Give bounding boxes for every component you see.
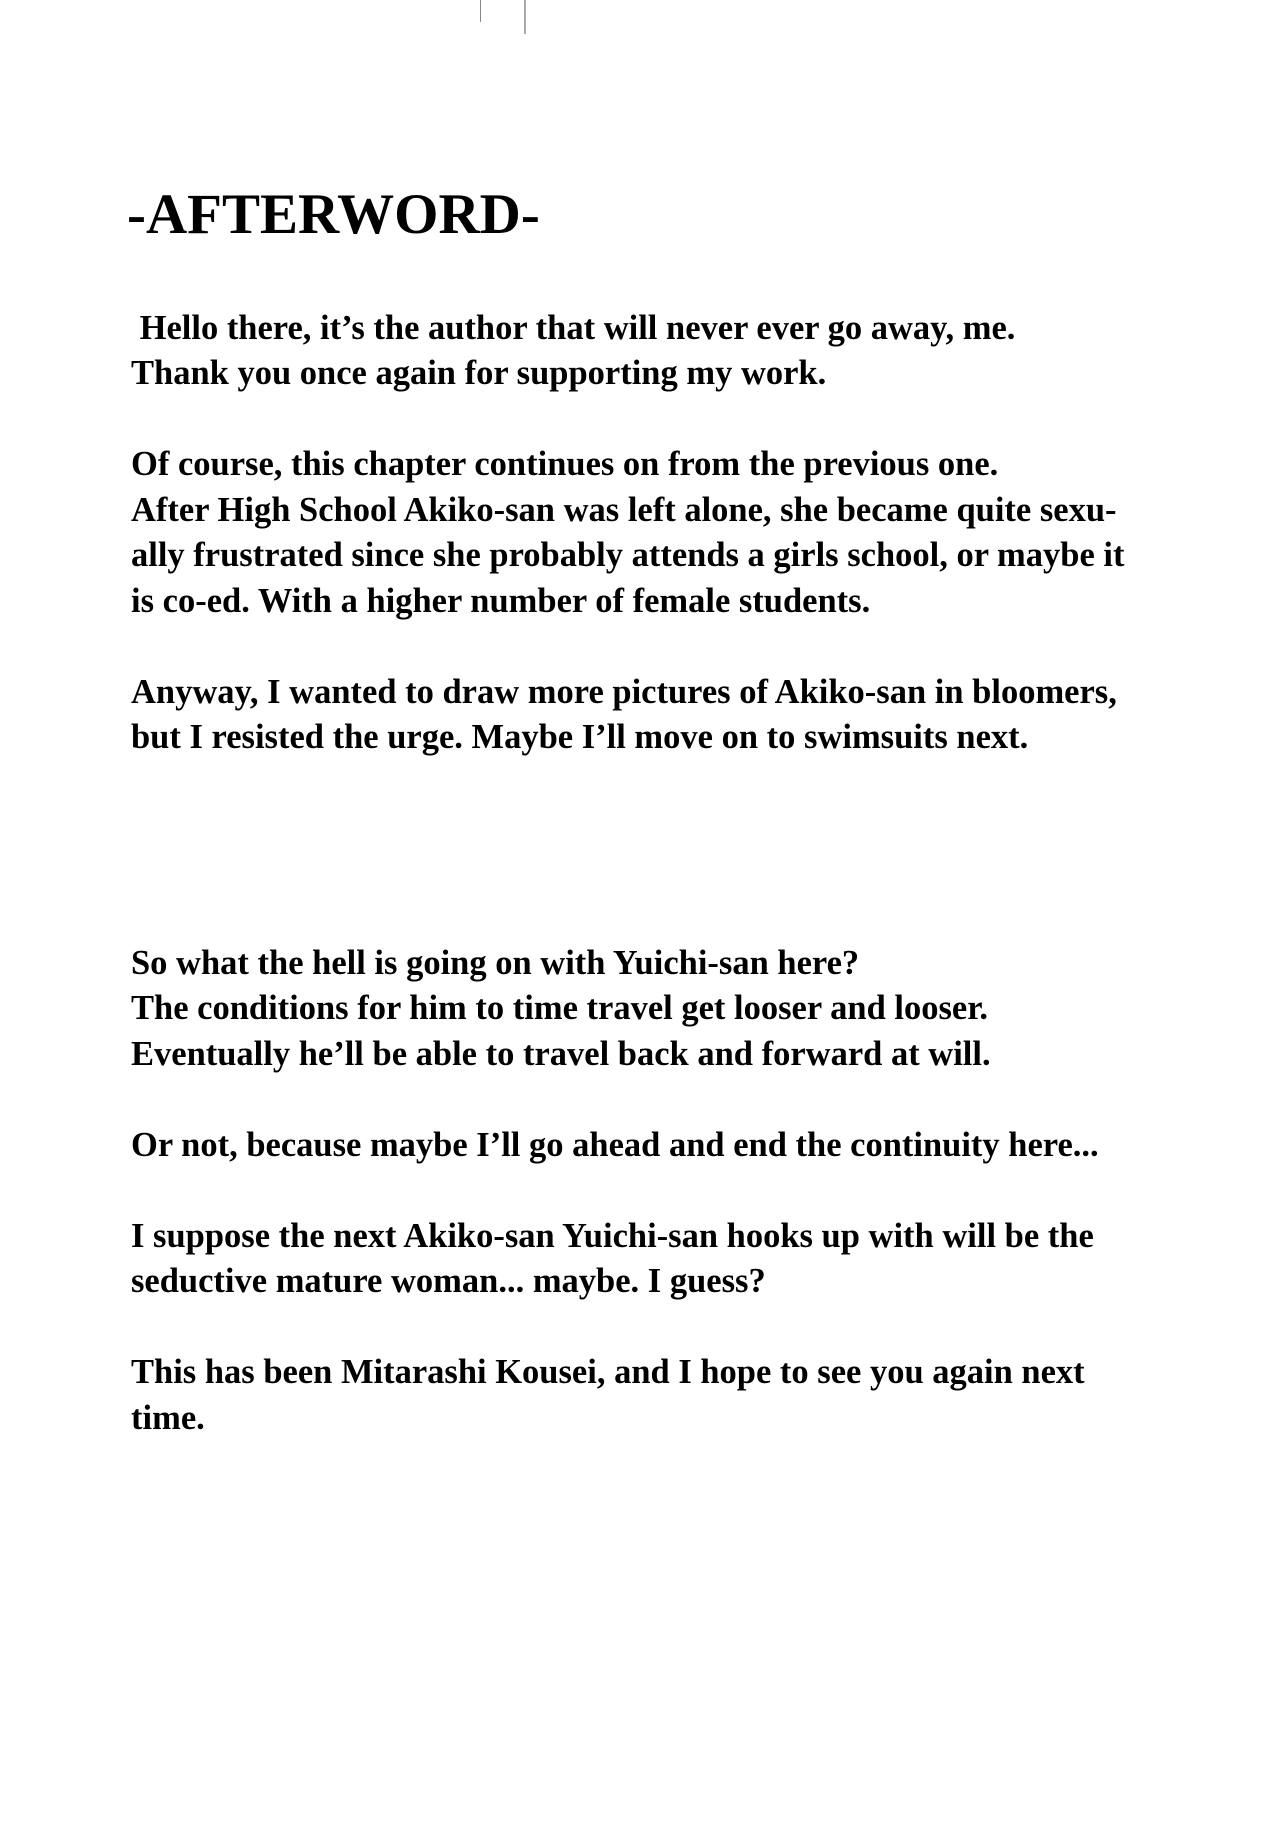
body-line: Thank you once again for supporting my work. [131,354,827,392]
body-line: Of course, this chapter continues on from the previous one. [131,445,999,483]
body-line: So what the hell is going on with Yuichi-san here? [131,944,860,982]
body-line: Anyway, I wanted to draw more pictures of Akiko-san in bloomers, [131,673,1117,711]
body-line: This has been Mitarashi Kousei, and I hope to see you again next [131,1353,1085,1391]
body-line: time. [131,1399,205,1437]
body-line: ally frustrated since she probably attends a girls school, or maybe it [131,536,1125,574]
body-line: seductive mature woman... maybe. I guess? [131,1262,766,1300]
body-line: The conditions for him to time travel get looser and looser. [131,989,989,1027]
body-line: Or not, because maybe I’ll go ahead and end the continuity here... [131,1126,1099,1164]
body-line: but I resisted the urge. Maybe I’ll move on to swimsuits next. [131,718,1029,756]
scan-artifact [524,0,526,34]
body-line: Eventually he’ll be able to travel back and forward at will. [131,1035,991,1073]
body-line: After High School Akiko-san was left alone, she became quite sexu- [131,491,1117,529]
body-line: is co-ed. With a higher number of female students. [131,582,871,620]
scan-artifact [480,0,481,22]
body-line: Hello there, it’s the author that will never ever go away, me. [131,309,1016,347]
body-line: I suppose the next Akiko-san Yuichi-san hooks up with will be the [131,1217,1094,1255]
page-title: -AFTERWORD- [127,183,540,246]
